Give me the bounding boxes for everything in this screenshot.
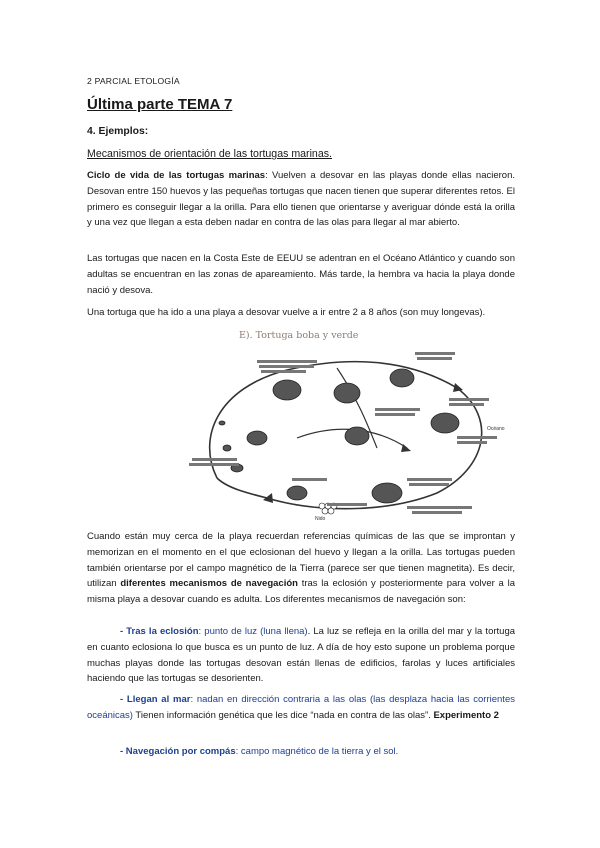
navigation-text-1: Cuando están muy cerca de la playa recuerdan referencias químicas de las que se improntan y memorizan en el momento en el que eclosionan del huevo y llegan a la orilla. Las tortugas pueden también orientarse por el campo magnético de la Tierra (parece ser que tienen magnetita). Es decir, utilizan bbox=[87, 531, 515, 590]
bullet-compass-highlight: campo magnético de la tierra y el sol. bbox=[240, 746, 399, 757]
bullet-compass bbox=[87, 744, 515, 760]
section-number: 4. Ejemplos: bbox=[87, 126, 149, 137]
paragraph-return: Una tortuga que ha ido a una playa a desovar vuelve a ir entre 2 a 8 años (son muy longevas). bbox=[87, 307, 486, 318]
life-cycle-lead: Ciclo de vida de las tortugas marinas bbox=[87, 170, 266, 181]
bullet-reach-sea-highlight: nadan en dirección contraria a las olas (las desplaza hacia las corrientes oceánicas) bbox=[87, 694, 515, 721]
bullet-compass-colon: : bbox=[235, 746, 241, 757]
life-cycle-figure bbox=[177, 328, 517, 528]
bullet-reach-sea-colon: : bbox=[190, 694, 197, 705]
paragraph-east-coast: Las tortugas que nacen en la Costa Este de EEUU se adentran en el Océano Atlántico y cuando son adultas se encuentran en las zonas de apareamiento. Más tarde, la hembra va hacia la playa donde nació y desova. bbox=[87, 253, 515, 296]
bullet-reach-sea bbox=[87, 692, 515, 724]
section-title: Mecanismos de orientación de las tortugas marinas. bbox=[87, 148, 332, 160]
label-ocean: Océano bbox=[487, 426, 505, 432]
paragraph-life-cycle bbox=[87, 168, 515, 231]
bullet-reach-sea-lead: - Llegan al mar bbox=[120, 694, 191, 705]
turtle-cycle-diagram bbox=[177, 328, 517, 528]
bullet-hatching-lead: - Tras la eclosión bbox=[120, 626, 199, 637]
document-header: 2 PARCIAL ETOLOGÍA bbox=[87, 76, 180, 86]
bullet-hatching bbox=[87, 624, 515, 687]
label-nest: Nido bbox=[315, 516, 326, 522]
bullet-hatching-colon: : bbox=[198, 626, 205, 637]
navigation-bold: diferentes mecanismos de navegación bbox=[120, 578, 298, 590]
page-title: Última parte TEMA 7 bbox=[87, 96, 233, 113]
bullet-hatching-text: . La luz se refleja en la orilla del mar y la tortuga en cuanto eclosiona lo que busca es un punto de luz. A día de hoy esto supone un problema porque muchas playas donde las tortugas desovan están llenas de edificios, farolas y luces artificiales haciendo que las tortugas se desorienten. bbox=[87, 626, 516, 685]
bullet-hatching-highlight: punto de luz (luna llena) bbox=[204, 626, 308, 637]
bullet-reach-sea-experiment: Experimento 2 bbox=[433, 709, 499, 721]
life-cycle-text: : Vuelven a desovar en las playas donde ellas nacieron. Desovan entre 150 huevos y las pequeñas tortugas que nacen tienen que superar diferentes retos. El primero es conseguir llegar a la orilla. Para ello tienen que orientarse y averiguar dónde está la orilla y una vez que llegan a esta deben nadar en contra de las olas para llegar al mar abierto. bbox=[87, 170, 515, 229]
bullet-compass-lead: - Navegación por compás bbox=[120, 746, 236, 757]
figure-caption: E). Tortuga boba y verde bbox=[239, 330, 359, 341]
paragraph-navigation bbox=[87, 529, 515, 608]
navigation-text-2: tras la eclosión y posteriormente para volver a la misma playa a desovar cuando es adulta. Los diferentes mecanismos de navegación son: bbox=[87, 578, 515, 606]
bullet-reach-sea-text: Tienen información genética que les dice “nada en contra de las olas”. bbox=[132, 709, 434, 721]
